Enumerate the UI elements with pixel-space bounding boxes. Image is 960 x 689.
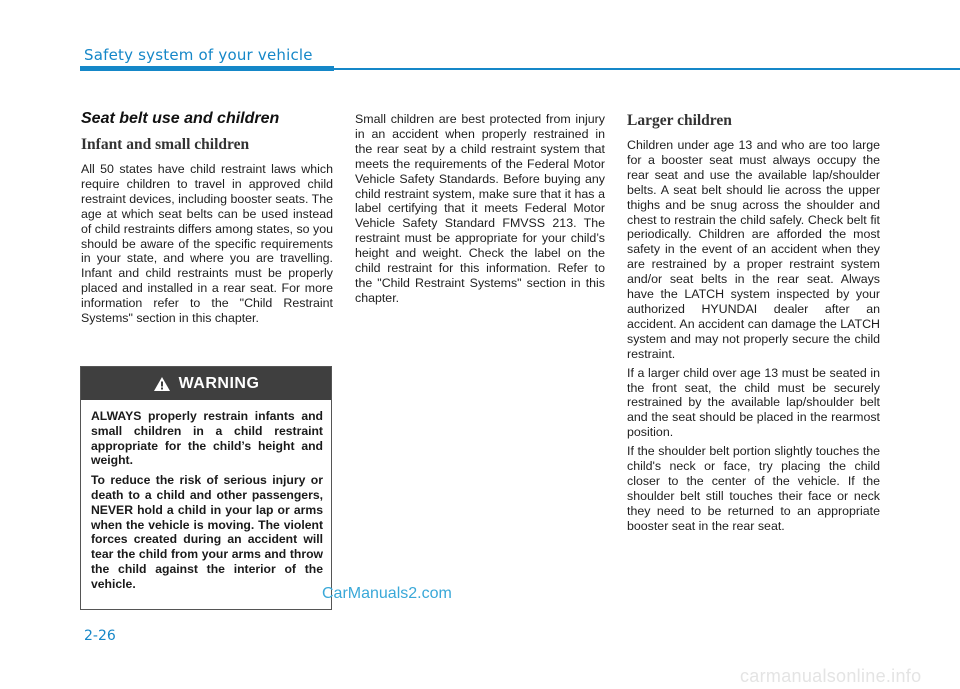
warning-body (81, 400, 331, 592)
header-rule-thin (334, 68, 960, 70)
paragraph-infant-small-children: All 50 states have child restraint laws which require children to travel in approved child restraint devices, including booster seats. The age at which seat belts can be used instead of child restraints differs among states, so you should be aware of the specific requirements in your state, and where you are travelling. Infant and child restraints must be properly placed and installed in a rear seat. For more information refer to the "Child Restraint Systems" section in this chapter. (81, 162, 333, 326)
column-right (627, 112, 880, 538)
paragraph-larger-children-1: Children under age 13 and who are too large for a booster seat must always occupy the rear seat and use the available lap/shoulder belts. A seat belt should lie across the upper thighs and be snug across the shoulder and chest to restrain the child safely. Check belt fit periodically. Children are afforded the most safety in the event of an accident when they are restrained by a proper restraint system and/or seat belts in the rear seat. Always have the LATCH system inspected by your authorized HYUNDAI dealer after an accident. An accident can damage the LATCH system and may not properly secure the child restraint. (627, 138, 880, 361)
warning-header (81, 367, 331, 400)
warning-title: WARNING (178, 374, 260, 392)
warning-box (80, 366, 332, 610)
heading-larger-children: Larger children (627, 112, 732, 129)
column-middle (355, 112, 605, 310)
warning-paragraph-1: ALWAYS properly restrain infants and small children in a child restraint appropriate for the child’s height and weight. (91, 409, 323, 468)
paragraph-small-children-protection: Small children are best protected from injury in an accident when properly restrained in the rear seat by a child restraint system that meets the requirements of the Federal Motor Vehicle Safety Standards. Before buying any child restraint system, make sure that it has a label certifying that it meets Federal Motor Vehicle Safety Standard FMVSS 213. The restraint must be appropriate for your child’s height and weight. Check the label on the child restraint for this information. Refer to the "Child Restraint Systems" section in this chapter. (355, 112, 605, 305)
heading-seat-belt-children: Seat belt use and children (81, 110, 280, 127)
section-title: Safety system of your vehicle (84, 46, 313, 64)
paragraph-larger-children-2: If a larger child over age 13 must be seated in the front seat, the child must be securely restrained by the available lap/shoulder belt and the seat should be placed in the rearmost position. (627, 365, 880, 440)
watermark-carmanuals2: CarManuals2.com (322, 585, 452, 602)
subheading-infant-small-children: Infant and small children (81, 136, 250, 153)
warning-paragraph-2: To reduce the risk of serious injury or death to a child and other passengers, NEVER hold a child in your lap or arms when the vehicle is moving. The violent forces created during an accident will tear the child from your arms and throw the child against the interior of the vehicle. (91, 473, 323, 591)
page-number: 2-26 (84, 628, 116, 644)
header-rule-thick (80, 66, 334, 71)
watermark-carmanualsonline: carmanualsonline.info (740, 666, 922, 686)
warning-triangle-icon (153, 376, 171, 392)
column-left (81, 110, 333, 330)
paragraph-larger-children-3: If the shoulder belt portion slightly touches the child's neck or face, try placing the child closer to the center of the vehicle. If the shoulder belt still touches their face or neck they need to be returned to an appropriate booster seat in the rear seat. (627, 444, 880, 533)
